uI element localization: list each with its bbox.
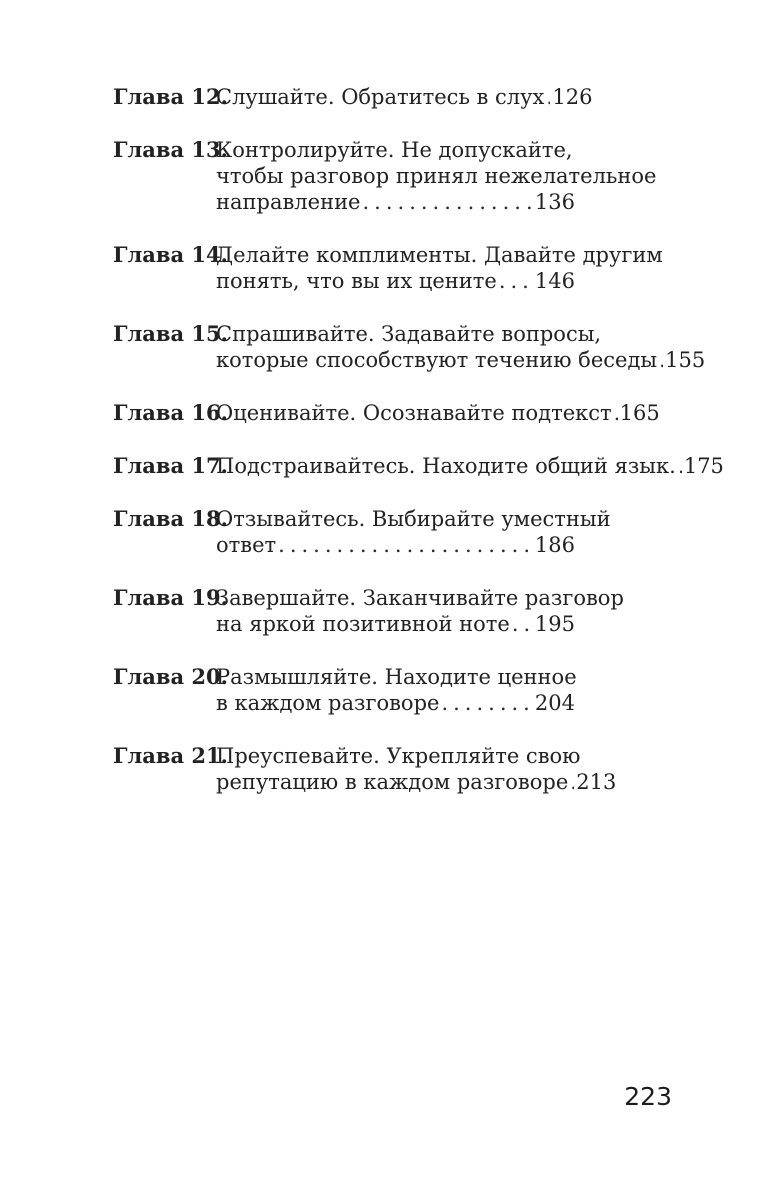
chapter-title-text: Подстраивайтесь. Находите общий язык. bbox=[216, 454, 676, 478]
chapter-label: Глава 18. bbox=[113, 506, 228, 531]
toc-entry bbox=[113, 453, 724, 479]
chapter-title-text: в каждом разговоре bbox=[216, 691, 440, 715]
chapter-title-text: ответ bbox=[216, 533, 277, 557]
dot-leader bbox=[278, 532, 533, 558]
chapter-page-number: 126 bbox=[552, 85, 593, 109]
chapter-title-line: Размышляйте. Находите ценное bbox=[216, 665, 577, 689]
chapter-title-text: направление bbox=[216, 190, 361, 214]
chapter-title-block bbox=[216, 664, 575, 716]
toc-entry bbox=[113, 84, 593, 110]
toc-entry bbox=[113, 242, 663, 294]
chapter-page-number: 213 bbox=[576, 770, 617, 794]
chapter-title-text: на яркой позитивной ноте bbox=[216, 612, 510, 636]
toc-entry bbox=[113, 137, 657, 215]
dot-leader bbox=[512, 611, 533, 637]
toc-entry bbox=[113, 400, 660, 426]
chapter-title-line: чтобы разговор принял нежелательное bbox=[216, 164, 657, 188]
chapter-label: Глава 19. bbox=[113, 585, 228, 610]
chapter-page-number: 195 bbox=[534, 612, 575, 636]
chapter-label: Глава 15. bbox=[113, 321, 228, 346]
chapter-title-last-line bbox=[216, 532, 575, 558]
chapter-label: Глава 12. bbox=[113, 84, 228, 109]
dot-leader bbox=[659, 347, 663, 373]
toc-entry bbox=[113, 321, 706, 373]
chapter-page-number: 165 bbox=[619, 401, 660, 425]
chapter-title-line: Преуспевайте. Укрепляйте свою bbox=[216, 744, 581, 768]
chapter-title-block bbox=[216, 743, 617, 795]
chapter-title-line: Отзывайтесь. Выбирайте уместный bbox=[216, 507, 611, 531]
chapter-title-last-line bbox=[216, 769, 617, 795]
chapter-title-text: Слушайте. Обратитесь в слух bbox=[216, 85, 545, 109]
chapter-page-number: 204 bbox=[534, 691, 575, 715]
dot-leader bbox=[570, 769, 574, 795]
chapter-title-block bbox=[216, 453, 724, 479]
chapter-title-block bbox=[216, 137, 657, 215]
toc-entry bbox=[113, 743, 617, 795]
chapter-title-last-line bbox=[216, 84, 593, 110]
chapter-page-number: 146 bbox=[534, 269, 575, 293]
dot-leader bbox=[441, 690, 532, 716]
chapter-title-text: Оценивайте. Осознавайте подтекст bbox=[216, 401, 612, 425]
chapter-title-line: Завершайте. Заканчивайте разговор bbox=[216, 586, 624, 610]
dot-leader bbox=[546, 84, 550, 110]
chapter-title-line: Делайте комплименты. Давайте другим bbox=[216, 243, 663, 267]
dot-leader bbox=[614, 400, 618, 426]
chapter-title-last-line bbox=[216, 347, 706, 373]
chapter-title-text: репутацию в каждом разговоре bbox=[216, 770, 569, 794]
dot-leader bbox=[363, 189, 533, 215]
toc-entry bbox=[113, 664, 575, 716]
chapter-label: Глава 16. bbox=[113, 400, 228, 425]
chapter-title-last-line bbox=[216, 268, 575, 294]
toc-list bbox=[113, 84, 724, 822]
chapter-title-block bbox=[216, 84, 593, 110]
chapter-title-line: Контролируйте. Не допускайте, bbox=[216, 138, 573, 162]
chapter-label: Глава 21. bbox=[113, 743, 228, 768]
chapter-page-number: 136 bbox=[534, 190, 575, 214]
chapter-title-text: понять, что вы их цените bbox=[216, 269, 497, 293]
chapter-title-last-line bbox=[216, 400, 660, 426]
toc-entry bbox=[113, 506, 611, 558]
chapter-page-number: 155 bbox=[665, 348, 706, 372]
chapter-title-block bbox=[216, 242, 663, 294]
chapter-title-block bbox=[216, 321, 706, 373]
dot-leader bbox=[678, 453, 682, 479]
chapter-title-last-line bbox=[216, 690, 575, 716]
chapter-title-block bbox=[216, 585, 624, 637]
chapter-title-last-line bbox=[216, 189, 575, 215]
chapter-label: Глава 13. bbox=[113, 137, 228, 162]
dot-leader bbox=[499, 268, 533, 294]
chapter-page-number: 186 bbox=[534, 533, 575, 557]
chapter-title-last-line bbox=[216, 611, 575, 637]
toc-entry bbox=[113, 585, 624, 637]
chapter-page-number: 175 bbox=[683, 454, 724, 478]
chapter-label: Глава 14. bbox=[113, 242, 228, 267]
chapter-title-last-line bbox=[216, 453, 724, 479]
chapter-title-line: Спрашивайте. Задавайте вопросы, bbox=[216, 322, 602, 346]
chapter-label: Глава 17. bbox=[113, 453, 228, 478]
chapter-label: Глава 20. bbox=[113, 664, 228, 689]
page-number: 223 bbox=[624, 1082, 672, 1111]
chapter-title-block bbox=[216, 506, 611, 558]
chapter-title-block bbox=[216, 400, 660, 426]
chapter-title-text: которые способствуют течению беседы bbox=[216, 348, 658, 372]
